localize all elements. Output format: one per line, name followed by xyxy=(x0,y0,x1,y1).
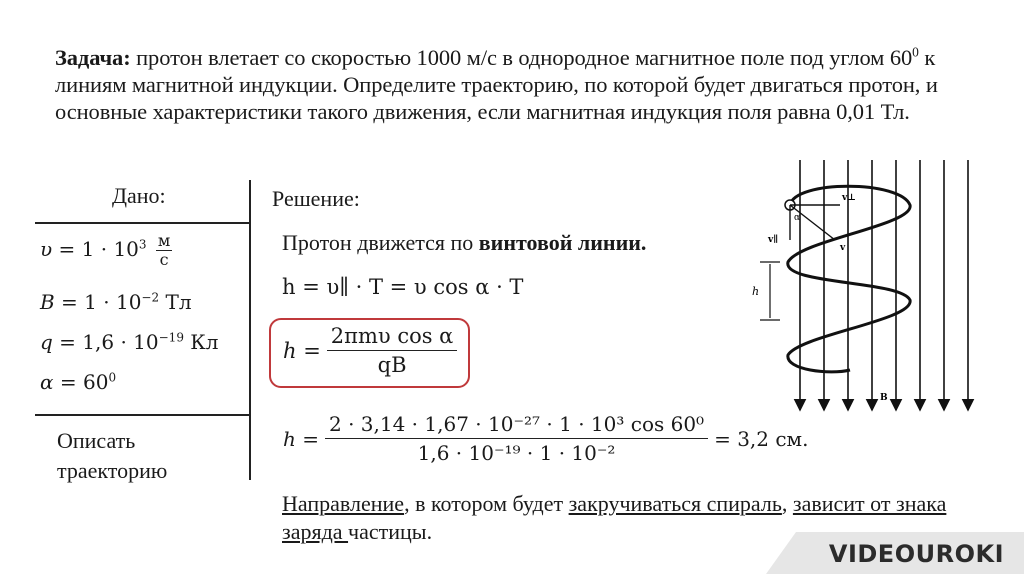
velocity-unit-fraction: $\frac{м}{с}$ xyxy=(157,231,171,269)
videouroki-logo: VIDEOUROKI xyxy=(828,540,1004,568)
equation-h-numeric: h = $\frac{\text{2 · 3,14 · 1,67 · 10⁻²⁷ · 1 · 10³ cos 60⁰}}{\text{1,6 · 10⁻¹⁹ · 1 · 10⁻²}}$ = 3,2 см. xyxy=(283,412,809,465)
given-vertical-divider xyxy=(249,180,251,480)
problem-text-1: протон влетает со скоростью 1000 м/с в однородное магнитное поле под углом 60 xyxy=(130,45,913,70)
given-top-divider xyxy=(35,222,250,224)
direction-note: Направление, в котором будет закручиваться спираль, зависит от знака заряда частицы. xyxy=(282,491,947,544)
solution-title: Решение: xyxy=(272,186,360,211)
proton-statement: Протон движется по винтовой линии. xyxy=(282,230,647,255)
given-angle: $\alpha = 60^0$ xyxy=(40,370,117,394)
given-velocity: $\upsilon = 1 \cdot 10^3$ $\frac{м}{с}$ xyxy=(40,231,171,269)
label-v-perp: v⊥ xyxy=(842,193,856,203)
problem-statement xyxy=(55,44,960,125)
given-induction: $B = 1 \cdot 10^{-2}$ Тл xyxy=(40,290,192,314)
label-v-par: v∥ xyxy=(768,235,778,245)
label-v: v xyxy=(840,243,846,253)
given-bottom-divider xyxy=(35,414,250,416)
label-h: h xyxy=(752,285,760,298)
problem-label: Задача: xyxy=(55,45,131,70)
degree-sup: 0 xyxy=(912,44,919,60)
given-title: Дано: xyxy=(112,183,166,208)
equation-h-period: h = υ∥ · T = υ cos α · T xyxy=(282,275,524,299)
pitch-bracket xyxy=(760,262,780,320)
helix-diagram xyxy=(740,160,980,420)
find-section: Описать траекторию xyxy=(57,428,168,483)
label-alpha: α xyxy=(794,213,801,223)
label-B: B xyxy=(880,393,888,403)
problem-text-2: к линиям магнитной индукции. Определите траекторию, по которой будет двигаться протон, и основные характеристики такого движения, если магнитная индукция поля равна 0,01 Тл. xyxy=(55,45,938,124)
equation-h-formula: h = 2πmυ cos α qB xyxy=(283,322,457,379)
given-charge: $q = 1,6 \cdot 10^{-19}$ Кл xyxy=(40,330,219,354)
helix-path xyxy=(788,186,910,372)
